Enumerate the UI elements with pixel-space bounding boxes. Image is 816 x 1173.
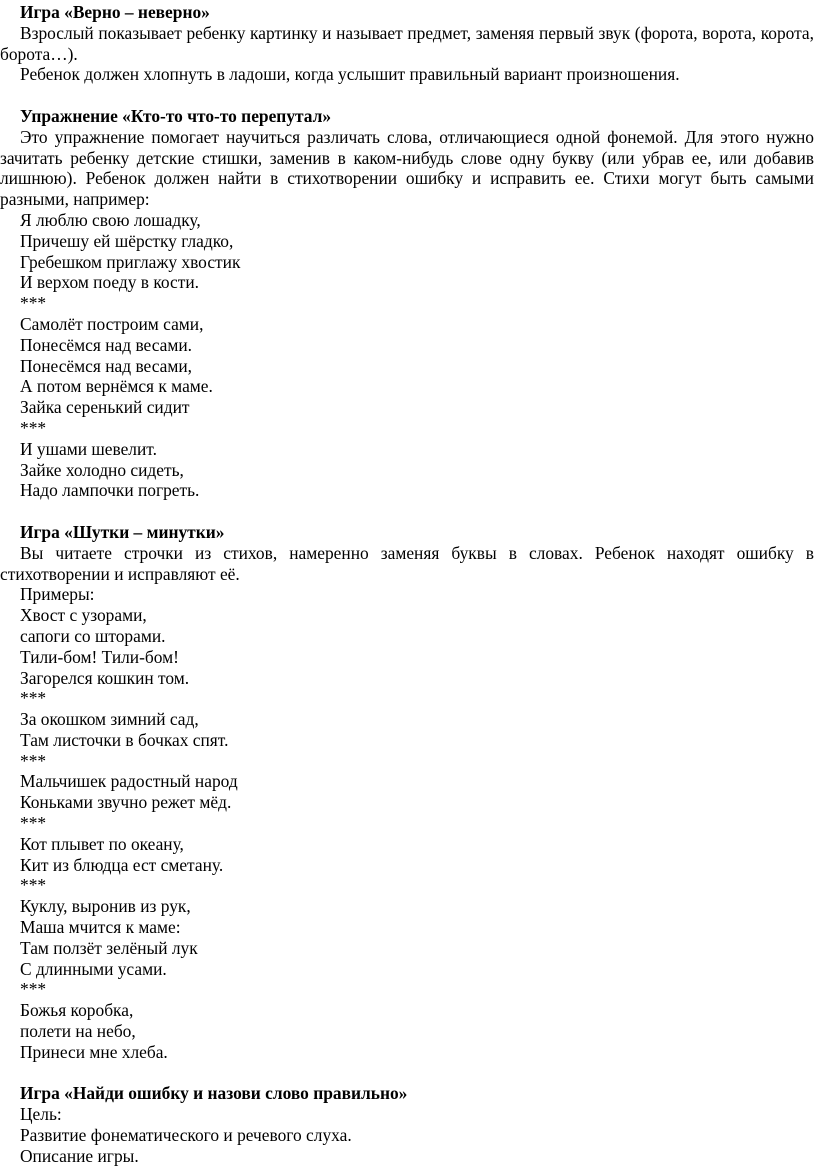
stanza-separator: *** xyxy=(20,688,47,709)
verse-line: Кит из блюдца ест сметану. xyxy=(20,854,224,875)
verse-line: Развитие фонематического и речевого слуха. xyxy=(20,1125,352,1146)
document-page xyxy=(0,2,816,1167)
verse-line: Коньками звучно режет мёд. xyxy=(20,792,232,813)
section-heading: Игра «Шутки – минутки» xyxy=(20,521,225,542)
stanza-separator: *** xyxy=(20,750,47,771)
section-heading: Игра «Верно – неверно» xyxy=(20,2,210,22)
verse-line: Надо лампочки погреть. xyxy=(20,480,200,501)
verse-line: Я люблю свою лошадку, xyxy=(20,209,201,230)
verse-line: Описание игры. xyxy=(20,1145,139,1166)
verse-line: сапоги со шторами. xyxy=(20,625,166,646)
verse-line: С длинными усами. xyxy=(20,958,167,979)
verse-line: Кот плывет по океану, xyxy=(20,833,184,854)
stanza-separator: *** xyxy=(20,979,47,1000)
verse-line: Принеси мне хлеба. xyxy=(20,1041,168,1062)
verse-line: Божья коробка, xyxy=(20,1000,134,1021)
verse-line: Зайке холодно сидеть, xyxy=(20,459,184,480)
section-spacer xyxy=(0,85,816,106)
section-heading: Игра «Найди ошибку и назови слово правильно» xyxy=(20,1083,408,1104)
verse-line: Там листочки в бочках спят. xyxy=(20,729,229,750)
stanza-separator: *** xyxy=(20,875,47,896)
verse-line: А потом вернёмся к маме. xyxy=(20,376,213,397)
paragraph: Это упражнение помогает научиться различать слова, отличающиеся одной фонемой. Для этого нужно зачитать ребенку детские стишки, заменив в каком-нибудь слове одну букву (или убрав ее, или добавив лишнюю). Ребенок должен найти в стихотворении ошибку и исправить ее. Стихи могут быть самыми разными, например: xyxy=(0,126,814,210)
verse-line: Причешу ей шёрстку гладко, xyxy=(20,230,234,251)
section-spacer xyxy=(0,501,816,522)
verse-line: Мальчишек радостный народ xyxy=(20,771,238,792)
verse-line: Куклу, выронив из рук, xyxy=(20,896,191,917)
paragraph: Вы читаете строчки из стихов, намеренно заменяя буквы в словах. Ребенок находят ошибку в стихотворении и исправляют её. xyxy=(0,542,814,584)
verse-line: И верхом поеду в кости. xyxy=(20,272,200,293)
verse-line: Понесёмся над весами. xyxy=(20,334,193,355)
verse-line: За окошком зимний сад, xyxy=(20,709,199,730)
stanza-separator: *** xyxy=(20,417,47,438)
verse-line: Примеры: xyxy=(20,584,95,605)
stanza-separator: *** xyxy=(20,293,47,314)
verse-line: Цель: xyxy=(20,1104,62,1125)
verse-line: Гребешком приглажу хвостик xyxy=(20,251,241,272)
verse-line: Там ползёт зелёный лук xyxy=(20,937,198,958)
verse-line: Загорелся кошкин том. xyxy=(20,667,190,688)
section-heading: Упражнение «Кто-то что-то перепутал» xyxy=(20,105,332,126)
stanza-separator: *** xyxy=(20,813,47,834)
verse-line: Маша мчится к маме: xyxy=(20,917,181,938)
verse-line: Тили-бом! Тили-бом! xyxy=(20,646,179,667)
section-spacer xyxy=(0,1063,816,1084)
paragraph: Ребенок должен хлопнуть в ладоши, когда услышит правильный вариант произношения. xyxy=(20,64,680,85)
paragraph: Взрослый показывает ребенку картинку и называет предмет, заменяя первый звук (форота, ворота, корота, борота…). xyxy=(0,22,814,64)
verse-line: Зайка серенький сидит xyxy=(20,397,190,418)
verse-line: Понесёмся над весами, xyxy=(20,355,193,376)
verse-line: полети на небо, xyxy=(20,1021,136,1042)
verse-line: Самолёт построим сами, xyxy=(20,313,204,334)
verse-line: И ушами шевелит. xyxy=(20,438,157,459)
verse-line: Хвост с узорами, xyxy=(20,605,147,626)
